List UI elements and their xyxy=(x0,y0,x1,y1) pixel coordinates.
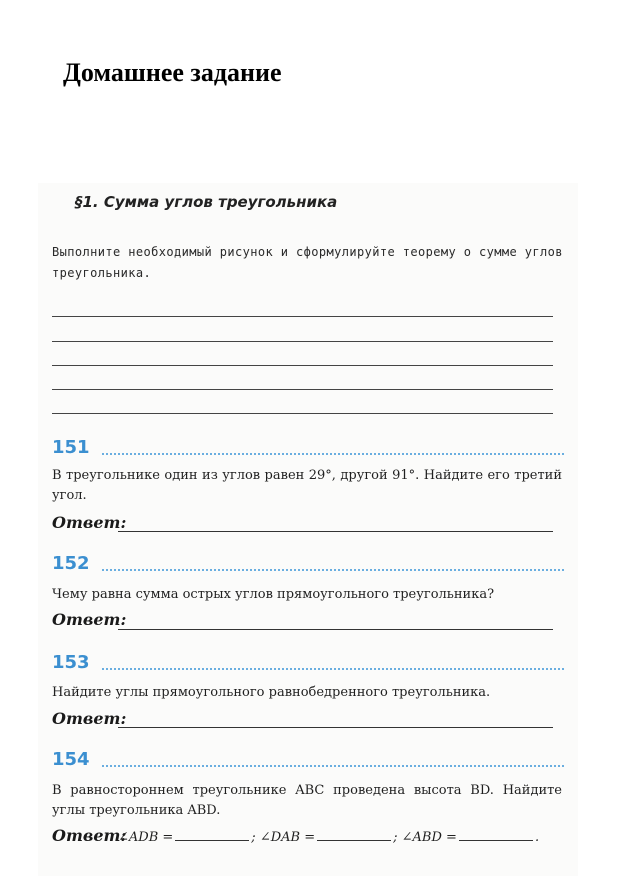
task-number: 153 xyxy=(52,652,90,673)
angle-abd-blank[interactable] xyxy=(459,828,533,841)
answer-line[interactable] xyxy=(118,531,553,532)
task-header-152 xyxy=(52,553,564,577)
separator: ; xyxy=(393,830,398,845)
task-number: 152 xyxy=(52,553,90,574)
answer-line[interactable] xyxy=(118,629,553,630)
separator: ; xyxy=(251,830,256,845)
answer-label: Ответ: xyxy=(52,513,127,532)
task-header-154 xyxy=(52,749,564,773)
writing-line[interactable] xyxy=(52,316,553,317)
section-title: §1. Сумма углов треугольника xyxy=(75,193,338,211)
task154-answer-row xyxy=(118,828,539,845)
task-text-151: В треугольнике один из углов равен 29°, другой 91°. Найдите его третий угол. xyxy=(52,468,562,503)
page-title: Домашнее задание xyxy=(63,58,282,87)
task-header-151 xyxy=(52,437,564,461)
answer-line[interactable] xyxy=(118,727,553,728)
answer-label: Ответ: xyxy=(52,610,127,629)
angle-abd-label: ∠ABD = xyxy=(401,830,457,845)
angle-dab-label: ∠DAB = xyxy=(259,830,316,845)
writing-line[interactable] xyxy=(52,413,553,414)
dotted-divider xyxy=(102,453,564,455)
task-header-153 xyxy=(52,652,564,676)
angle-adb-label: ∠ADB = xyxy=(118,830,174,845)
task-text-152: Чему равна сумма острых углов прямоугольного треугольника? xyxy=(52,587,495,602)
writing-line[interactable] xyxy=(52,365,553,366)
angle-dab-blank[interactable] xyxy=(317,828,391,841)
answer-label: Ответ: xyxy=(52,826,127,845)
dotted-divider xyxy=(102,668,564,670)
intro-text: Выполните необходимый рисунок и сформулируйте теорему о сумме углов треугольника. xyxy=(52,245,563,280)
task-number: 151 xyxy=(52,437,90,458)
task-number: 154 xyxy=(52,749,90,770)
answer-label: Ответ: xyxy=(52,709,127,728)
dotted-divider xyxy=(102,569,564,571)
period: . xyxy=(534,830,540,845)
task-text-154: В равностороннем треугольнике ABC проведена высота BD. Найдите углы треугольника ABD. xyxy=(52,783,562,818)
task-text-153: Найдите углы прямоугольного равнобедренного треугольника. xyxy=(52,685,491,700)
dotted-divider xyxy=(102,765,564,767)
writing-line[interactable] xyxy=(52,389,553,390)
writing-line[interactable] xyxy=(52,341,553,342)
angle-adb-blank[interactable] xyxy=(175,828,249,841)
